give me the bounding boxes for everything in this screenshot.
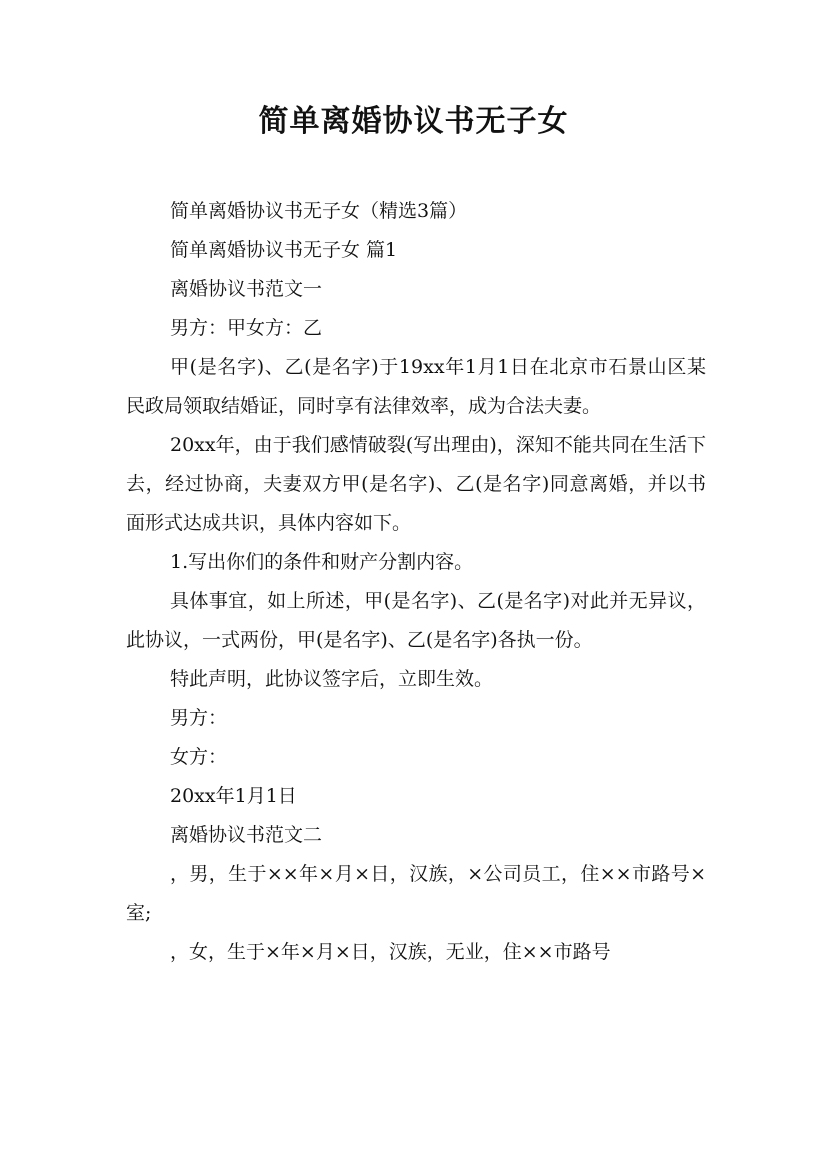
paragraph-subtitle: 简单离婚协议书无子女（精选3篇）	[170, 200, 468, 222]
paragraph-male-signature: 男方：	[170, 707, 228, 729]
paragraph-agreement-copies: 具体事宜，如上所述，甲(是名字)、乙(是名字)对此并无异议，此协议，一式两份，甲(是名字)、乙(是名字)各执一份。	[126, 590, 706, 651]
paragraph-declaration: 特此声明，此协议签字后，立即生效。	[170, 668, 494, 690]
paragraph-female-signature: 女方：	[170, 746, 228, 768]
paragraph-divorce-reason: 20xx年，由于我们感情破裂(写出理由)，深知不能共同在生活下去，经过协商，夫妻双方甲(是名字)、乙(是名字)同意离婚，并以书面形式达成共识，具体内容如下。	[126, 434, 706, 534]
paragraph-female-details: ，女，生于×年×月×日，汉族，无业，住××市路号	[170, 941, 611, 963]
paragraph-date: 20xx年1月1日	[170, 785, 297, 807]
paragraph-sample-two-heading: 离婚协议书范文二	[170, 824, 323, 846]
paragraph-parties: 男方：甲女方：乙	[170, 317, 323, 339]
paragraph-sample-one-heading: 离婚协议书范文一	[170, 278, 323, 300]
document-body	[126, 192, 706, 972]
paragraph-section-heading: 简单离婚协议书无子女 篇1	[170, 239, 398, 261]
paragraph-male-details: ，男，生于××年×月×日，汉族，×公司员工，住××市路号×室;	[126, 863, 706, 924]
paragraph-conditions: 1.写出你们的条件和财产分割内容。	[170, 551, 474, 573]
paragraph-marriage-registration: 甲(是名字)、乙(是名字)于19xx年1月1日在北京市石景山区某民政局领取结婚证，同时享有法律效率，成为合法夫妻。	[126, 356, 706, 417]
document-title: 简单离婚协议书无子女	[258, 104, 569, 139]
